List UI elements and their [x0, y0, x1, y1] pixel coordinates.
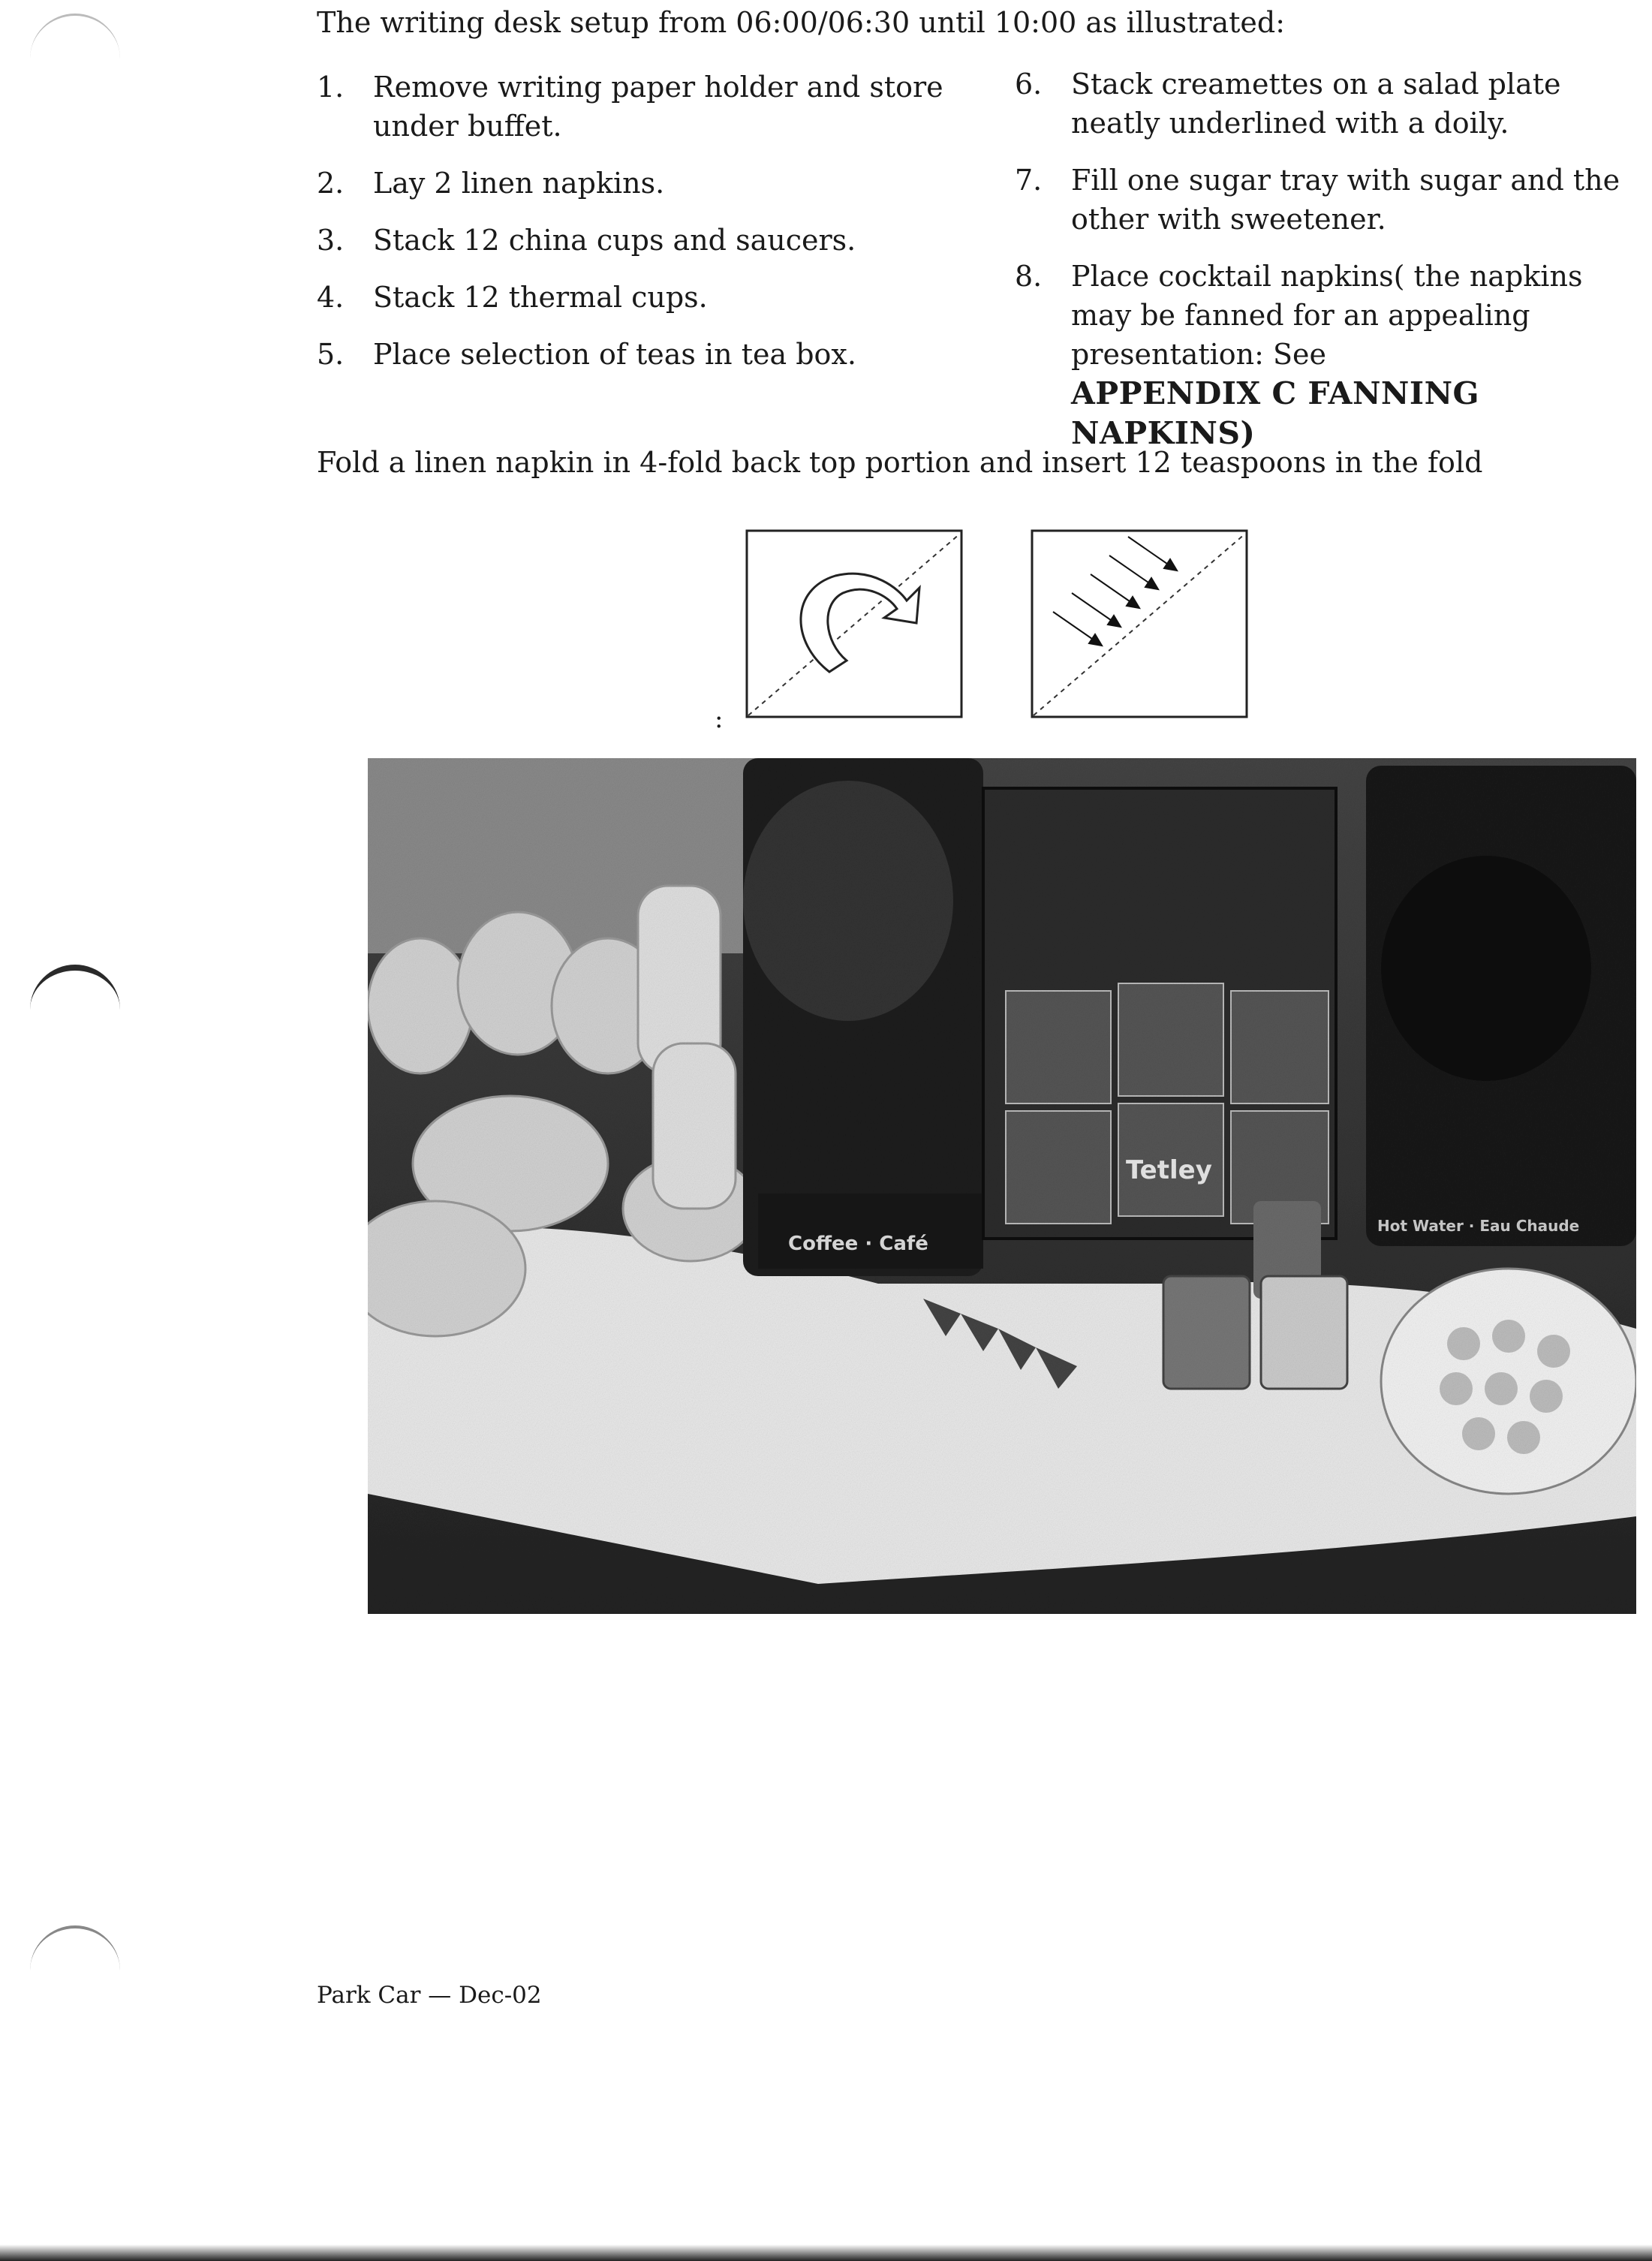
- step-text: Fill one sugar tray with sugar and the other with sweetener.: [1071, 164, 1620, 236]
- step-number: 2.: [317, 167, 345, 200]
- step-number: 6.: [1015, 68, 1043, 101]
- list-item: [317, 335, 992, 374]
- napkin-fold-diagram: [745, 529, 963, 718]
- coffee-station-photo: [368, 758, 1636, 1614]
- list-item: [1015, 65, 1645, 143]
- list-item: [317, 278, 992, 317]
- coffee-machine-label: Coffee · Café: [788, 1233, 928, 1255]
- punch-hole-top: [30, 14, 120, 61]
- tea-bags: [1006, 983, 1329, 1224]
- step-text: Stack 12 thermal cups.: [373, 281, 708, 314]
- step-number: 5.: [317, 338, 345, 371]
- spoon-insert-diagram: [1031, 529, 1248, 718]
- fold-instruction: Fold a linen napkin in 4-fold back top portion and insert 12 teaspoons in the fold: [317, 446, 1483, 479]
- list-item: [317, 68, 992, 146]
- list-item: [1015, 161, 1645, 239]
- steps-list-left: [317, 68, 992, 392]
- step-number: 8.: [1015, 260, 1043, 293]
- sweetener-tray: [1261, 1276, 1347, 1389]
- coffee-carafe: [743, 781, 953, 1021]
- step-text: Remove writing paper holder and store under buffet.: [373, 71, 943, 143]
- list-item: [317, 164, 992, 203]
- appendix-reference: APPENDIX C FANNING NAPKINS): [1071, 375, 1480, 451]
- stray-colon: :: [715, 704, 724, 734]
- punch-hole-middle: [30, 965, 120, 1016]
- footer-text: Park Car — Dec-02: [317, 1982, 542, 2009]
- step-text: Stack creamettes on a salad plate neatly underlined with a doily.: [1071, 68, 1561, 140]
- sugar-tray: [1163, 1276, 1250, 1389]
- step-text: Place selection of teas in tea box.: [373, 338, 856, 371]
- list-item: [317, 221, 992, 260]
- step-text: Lay 2 linen napkins.: [373, 167, 665, 200]
- thermal-cups-stack: [638, 886, 736, 1209]
- scan-edge: [0, 2244, 1652, 2261]
- intro-text: The writing desk setup from 06:00/06:30 until 10:00 as illustrated:: [317, 6, 1286, 39]
- steps-list-right: [1015, 65, 1645, 471]
- step-number: 4.: [317, 281, 345, 314]
- step-text: Stack 12 china cups and saucers.: [373, 224, 856, 257]
- hot-water-label: Hot Water · Eau Chaude: [1377, 1217, 1580, 1235]
- step-number: 3.: [317, 224, 345, 257]
- list-item: [1015, 257, 1645, 453]
- step-text: Place cocktail napkins( the napkins may be fanned for an appealing presentation: See: [1071, 260, 1583, 371]
- tea-brand-label: Tetley: [1126, 1155, 1212, 1185]
- punch-hole-bottom: [30, 1925, 120, 1973]
- step-number: 1.: [317, 71, 345, 104]
- hot-water-carafe: [1381, 856, 1591, 1081]
- step-number: 7.: [1015, 164, 1043, 197]
- coffee-machine-base: [758, 1194, 983, 1269]
